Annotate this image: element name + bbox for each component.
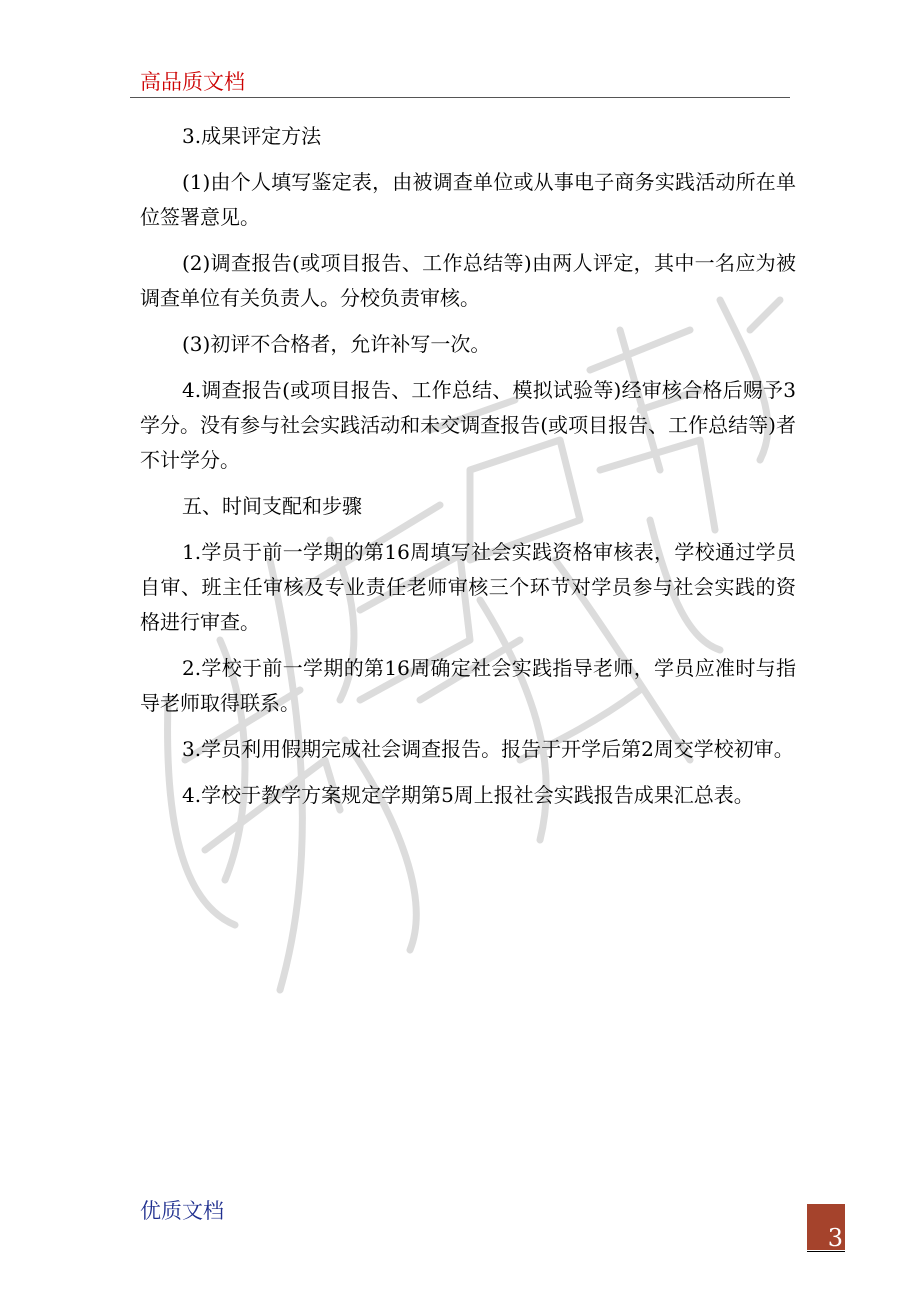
paragraph: 4.调查报告(或项目报告、工作总结、模拟试验等)经审核合格后赐予3学分。没有参与社会实践活动和未交调查报告(或项目报告、工作总结等)者不计学分。 <box>140 378 796 472</box>
paragraph: (3)初评不合格者，允许补写一次。 <box>182 332 491 356</box>
paragraph: 2.学校于前一学期的第16周确定社会实践指导老师，学员应准时与指导老师取得联系。 <box>140 656 796 715</box>
paragraph: 4.学校于教学方案规定学期第5周上报社会实践报告成果汇总表。 <box>182 783 754 807</box>
paragraph: 3.学员利用假期完成社会调查报告。报告于开学后第2周交学校初审。 <box>182 737 794 761</box>
page-number-underline <box>807 1251 845 1252</box>
paragraph: (2)调查报告(或项目报告、工作总结等)由两人评定，其中一名应为被调查单位有关负责人。分校负责审核。 <box>140 251 796 310</box>
header-title: 高品质文档 <box>140 70 245 94</box>
header-divider <box>130 97 790 98</box>
paragraph: (1)由个人填写鉴定表，由被调查单位或从事电子商务实践活动所在单位签署意见。 <box>140 170 796 229</box>
page-number: 3 <box>827 1224 843 1252</box>
section-heading: 五、时间支配和步骤 <box>182 494 362 518</box>
page-number-badge <box>807 1204 845 1250</box>
paragraph: 3.成果评定方法 <box>182 124 322 148</box>
document-body <box>140 119 796 824</box>
footer-title: 优质文档 <box>140 1199 224 1223</box>
paragraph: 1.学员于前一学期的第16周填写社会实践资格审核表，学校通过学员自审、班主任审核及专业责任老师审核三个环节对学员参与社会实践的资格进行审查。 <box>140 540 796 634</box>
